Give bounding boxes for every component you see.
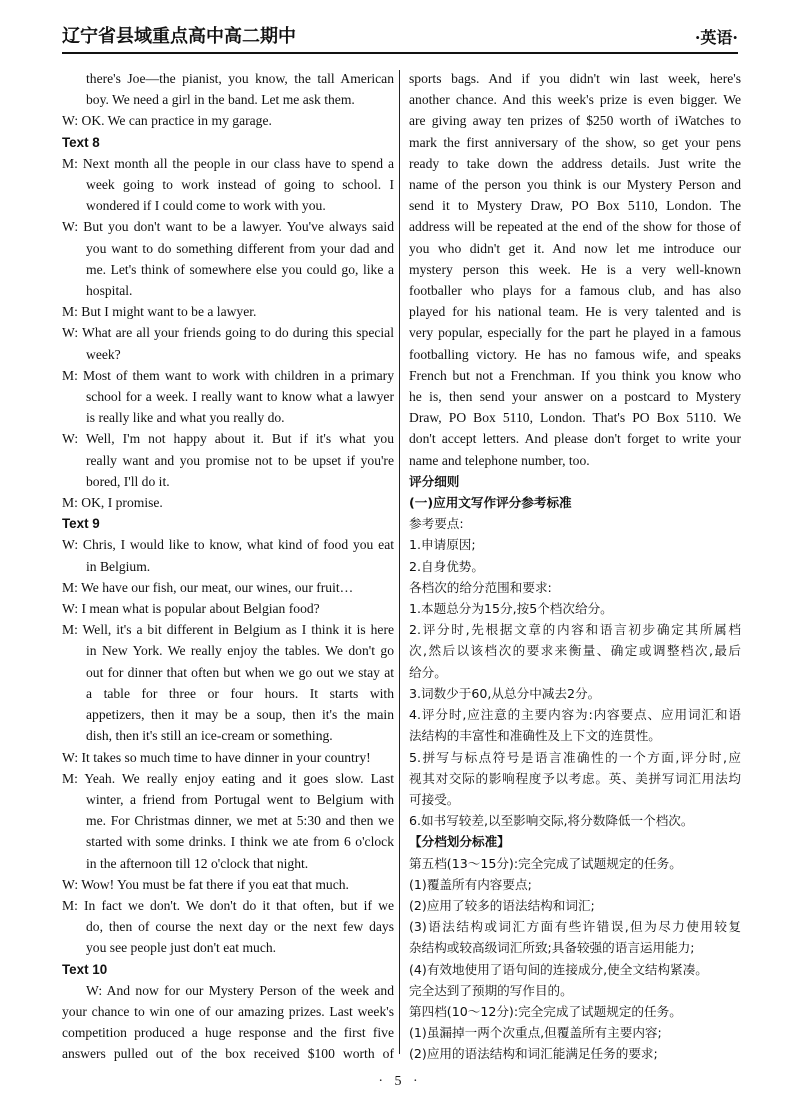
section-heading: Text 9 <box>62 516 100 532</box>
column-divider <box>399 70 400 1054</box>
section-heading: Text 8 <box>62 134 100 150</box>
dialogue-line: in the afternoon till 12 o'clock that night. <box>86 855 309 871</box>
monologue-line: very popular, especially for the part he played in a famous <box>409 325 741 341</box>
dialogue-line: winter, a friend from Portugal went to Belgium with <box>86 791 394 807</box>
left-column <box>62 68 394 1065</box>
monologue-line: ready to take down the address details. Just write the <box>409 155 741 171</box>
dialogue-line: W: What are all your friends going to do during this special <box>62 325 394 341</box>
monologue-line: mark the first anniversary of the show, so get your pens <box>409 134 741 150</box>
dialogue-line: M: But I might want to be a lawyer. <box>62 304 257 320</box>
dialogue-line: W: But you don't want to be a lawyer. You've always said <box>62 219 394 235</box>
monologue-line: answers pulled out of the box received $100 worth of <box>62 1046 394 1062</box>
dialogue-line: do, then of course the next day or the next few days <box>86 919 394 935</box>
dialogue-line: M: In fact we don't. We don't do it that often, but if we <box>62 897 394 913</box>
subject-label: ·英语· <box>694 28 738 47</box>
dialogue-line: really want and you promise not to be upset if you're <box>86 452 394 468</box>
scoring-rule: 1.本题总分为15分,按5个档次给分。 <box>409 601 613 617</box>
dialogue-line: bored, I'll do it. <box>86 473 170 489</box>
monologue-line: name of the person you think is our Mystery Person and <box>409 177 741 193</box>
scoring-rule: 次,然后以该档次的要求来衡量、确定或调整档次,最后 <box>409 643 741 659</box>
monologue-line: another chance. And this week's prize is even bigger. We <box>409 92 741 108</box>
scoring-rule: 给分。 <box>409 664 447 680</box>
scoring-title: 评分细则 <box>409 473 460 489</box>
dialogue-line: appetizers, then it may be a soup, then it's the main <box>86 707 394 723</box>
monologue-line: he is, then send your answer on a postcard to Mystery <box>409 389 741 405</box>
dialogue-line: W: Well, I'm not happy about it. But if it's what you <box>62 431 394 447</box>
grade-criterion: 完全达到了预期的写作目的。 <box>409 982 573 998</box>
dialogue-line: M: We have our fish, our meat, our wines, our fruit… <box>62 579 354 595</box>
scoring-subtitle: (一)应用文写作评分参考标准 <box>409 495 572 511</box>
dialogue-line: M: OK, I promise. <box>62 495 163 511</box>
dialogue-line: week? <box>86 346 121 362</box>
grade-criterion: (1)虽漏掉一两个次重点,但覆盖所有主要内容; <box>409 1025 662 1041</box>
scoring-rule: 法结构的丰富性和准确性及上下文的连贯性。 <box>409 728 661 744</box>
dialogue-line: is really like and what you really do. <box>86 410 285 426</box>
dialogue-line: week going to work instead of going to school. I <box>86 177 394 193</box>
monologue-line: footballing victory. He has no famous wife, and speaks <box>409 346 741 362</box>
dialogue-line: hospital. <box>86 283 133 299</box>
grade-criterion: 第四档(10～12分):完全完成了试题规定的任务。 <box>409 1003 682 1019</box>
dialogue-line: M: Next month all the people in our class have to spend a <box>62 155 394 171</box>
dialogue-line: a table for three or four hours. It starts with <box>86 685 394 701</box>
dialogue-line: in New York. We really enjoy the tables. We don't go <box>86 643 394 659</box>
monologue-line: competition produced a huge response and the first five <box>62 1025 394 1041</box>
exam-title: 辽宁省县域重点高中高二期中 <box>62 26 296 47</box>
grade-criterion: (4)有效地使用了语句间的连接成分,使全文结构紧凑。 <box>409 961 708 977</box>
page-header <box>62 14 738 54</box>
scoring-rule: 6.如书写较差,以至影响交际,将分数降低一个档次。 <box>409 813 694 829</box>
monologue-line: footballer who plays for a famous club, and has also <box>409 283 741 299</box>
scoring-rule: 5.拼写与标点符号是语言准确性的一个方面,评分时,应 <box>409 749 741 765</box>
scoring-rule: 3.词数少于60,从总分中减去2分。 <box>409 685 601 701</box>
reference-point: 2.自身优势。 <box>409 558 484 574</box>
dialogue-line: M: Yeah. We really enjoy eating and it goes slow. Last <box>62 770 394 786</box>
grade-criterion: (3)语法结构或词汇方面有些许错误,但为尽力使用较复 <box>409 919 741 935</box>
monologue-line: name and telephone number, too. <box>409 452 590 468</box>
dialogue-line: W: I mean what is popular about Belgian food? <box>62 601 320 617</box>
monologue-line: don't accept letters. And please don't forget to write your <box>409 431 741 447</box>
dialogue-line: dish, then it's still an ice-cream or something. <box>86 728 333 744</box>
monologue-line: W: And now for our Mystery Person of the week and <box>86 982 394 998</box>
monologue-line: address will be repeated at the end of the show for those of <box>409 219 741 235</box>
section-heading: Text 10 <box>62 961 108 977</box>
dialogue-line: boy. We need a girl in the band. Let me ask them. <box>86 92 355 108</box>
grade-criterion: (2)应用了较多的语法结构和词汇; <box>409 897 595 913</box>
dialogue-line: M: Well, it's a bit different in Belgium as I think it is here <box>62 622 394 638</box>
dialogue-line: me. For Christmas dinner, we met at 5:30 and then we <box>86 813 394 829</box>
monologue-line: sports bags. And if you didn't win last week, here's <box>409 71 741 86</box>
grade-criterion: (1)覆盖所有内容要点; <box>409 876 532 892</box>
dialogue-line: out for dinner that often but when we go out we stay at <box>86 664 394 680</box>
grade-title: 【分档划分标准】 <box>409 834 510 850</box>
monologue-line: your chance to win one of our amazing prizes. Last week's <box>62 1003 394 1019</box>
reference-point: 1.申请原因; <box>409 537 476 553</box>
dialogue-line: W: It takes so much time to have dinner in your country! <box>62 749 371 765</box>
monologue-line: are giving away ten prizes of $250 worth of iWatches to <box>409 113 741 129</box>
dialogue-line: in Belgium. <box>86 558 151 574</box>
dialogue-line: there's Joe—the pianist, you know, the tall American <box>86 71 394 86</box>
monologue-line: French but not a Frenchman. If you think you know who <box>409 367 741 383</box>
requirement-label: 各档次的给分范围和要求: <box>409 579 552 595</box>
monologue-line: played for his national team. He is very talented and is <box>409 304 741 320</box>
dialogue-line: W: Wow! You must be fat there if you eat that much. <box>62 876 349 892</box>
page-number: · 5 · <box>378 1074 422 1089</box>
scoring-rule: 4.评分时,应注意的主要内容为:内容要点、应用词汇和语 <box>409 707 741 723</box>
monologue-line: send it to Mystery Draw, PO Box 5110, London. The <box>409 198 741 214</box>
dialogue-line: you want to do something different from your dad and <box>86 240 394 256</box>
dialogue-line: you see people just don't eat much. <box>86 940 277 956</box>
scoring-rule: 视其对交际的影响程度予以考虑。英、美拼写词汇用法均 <box>409 770 741 786</box>
grade-criterion: 杂结构或较高级词汇所致;具备较强的语言运用能力; <box>409 940 695 956</box>
dialogue-line: W: Chris, I would like to know, what kind of food you eat <box>62 537 394 553</box>
dialogue-line: me. Let's think of somewhere else you could go, like a <box>86 261 394 277</box>
scoring-rule: 可接受。 <box>409 791 460 807</box>
monologue-line: Draw, PO Box 5110, London. That's PO Box 5110. We <box>409 410 741 426</box>
dialogue-line: school for a week. I really want to know what a lawyer <box>86 389 394 405</box>
monologue-line: you who didn't get it. And now let me introduce our <box>409 240 741 256</box>
monologue-line: mystery person this week. He is a very well-known <box>409 261 741 277</box>
grade-criterion: (2)应用的语法结构和词汇能满足任务的要求; <box>409 1046 658 1062</box>
dialogue-line: M: Most of them want to work with children in a primary <box>62 367 394 383</box>
scoring-rule: 2.评分时,先根据文章的内容和语言初步确定其所属档 <box>409 622 741 638</box>
dialogue-line: wondered if I could come to work with you. <box>86 198 326 214</box>
right-column <box>409 68 741 1065</box>
dialogue-line: W: OK. We can practice in my garage. <box>62 113 272 129</box>
grade-criterion: 第五档(13～15分):完全完成了试题规定的任务。 <box>409 855 682 871</box>
dialogue-line: started with some drinks. I think we ate from 6 o'clock <box>86 834 394 850</box>
reference-label: 参考要点: <box>409 516 464 532</box>
